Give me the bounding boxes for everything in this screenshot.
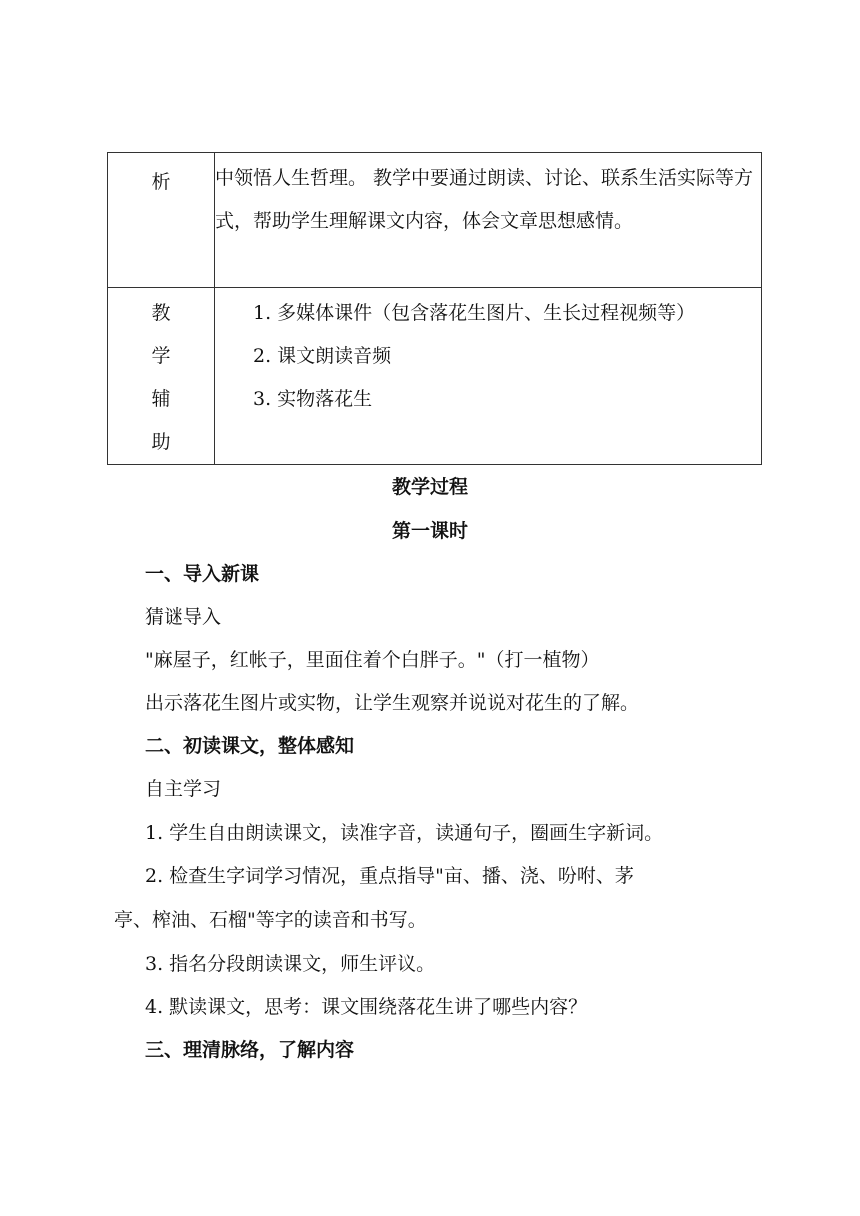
label-char: 教	[151, 302, 171, 324]
row-label-analysis: 析	[108, 153, 215, 288]
section-heading: 三、理清脉络，了解内容	[145, 1039, 355, 1061]
table-row-teaching-aids	[108, 288, 762, 465]
aid-item: 2. 课文朗读音频	[253, 345, 392, 367]
table-row-analysis	[108, 153, 762, 288]
list-item-continuation: 亭、榨油、石榴"等字的读音和书写。	[114, 909, 427, 931]
list-item: 2. 检查生字词学习情况，重点指导"亩、播、浇、吩咐、茅	[145, 865, 634, 887]
analysis-text: 中领悟人生哲理。 教学中要通过朗读、讨论、联系生活实际等方式，帮助学生理解课文内容，体会文章思想感情。	[215, 167, 754, 232]
row-label-teaching-aids	[108, 288, 215, 465]
label-char: 助	[151, 431, 171, 453]
lesson-title: 第一课时	[391, 520, 468, 542]
row-content-teaching-aids	[215, 288, 762, 465]
list-item: 1. 学生自由朗读课文，读准字音，读通句子，圈画生字新词。	[145, 822, 664, 844]
aid-item: 1. 多媒体课件（包含落花生图片、生长过程视频等）	[253, 302, 696, 324]
paragraph: 出示落花生图片或实物，让学生观察并说说对花生的了解。	[145, 692, 640, 714]
label-char: 辅	[151, 388, 171, 410]
subheading: 猜谜导入	[145, 606, 222, 628]
subheading: 自主学习	[145, 778, 222, 800]
list-item: 4. 默读课文，思考：课文围绕落花生讲了哪些内容？	[145, 996, 588, 1018]
aid-item: 3. 实物落花生	[253, 388, 373, 410]
section-heading: 一、导入新课	[145, 563, 260, 585]
paragraph: "麻屋子，红帐子，里面住着个白胖子。"（打一植物）	[145, 649, 600, 671]
section-heading: 二、初读课文，整体感知	[145, 735, 355, 757]
label-char: 学	[151, 345, 171, 367]
list-item: 3. 指名分段朗读课文，师生评议。	[145, 953, 436, 975]
row-content-analysis	[215, 153, 762, 288]
lesson-info-table	[107, 152, 762, 465]
process-title: 教学过程	[391, 476, 468, 498]
